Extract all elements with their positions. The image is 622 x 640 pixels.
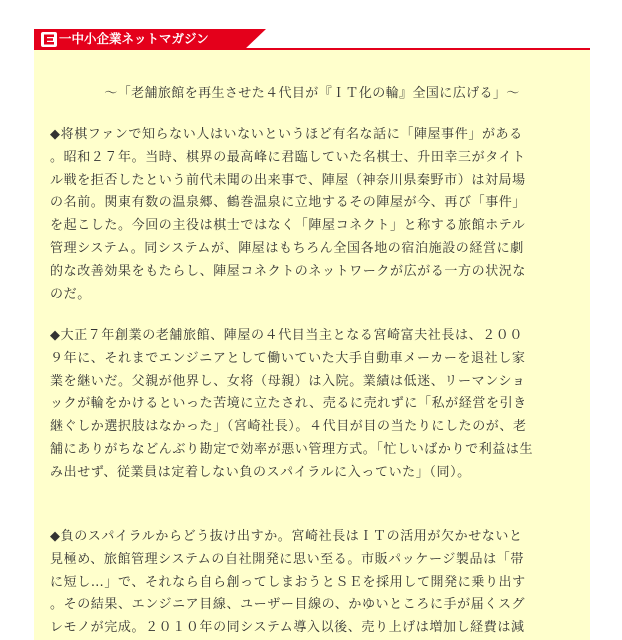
article-panel bbox=[34, 50, 590, 640]
header-tab-slant bbox=[244, 29, 266, 50]
article-subtitle: ～「老舗旅館を再生させた４代目が『ＩＴ化の輪』全国に広げる」～ bbox=[104, 86, 520, 101]
section-header bbox=[34, 29, 590, 50]
article-paragraph: ◆負のスパイラルからどう抜け出すか。宮崎社長はＩＴの活用が欠かせないと見極め、旅館管理システムの自社開発に思い至る。市販パッケージ製品は「帯に短し…」で、それなら自ら創ってしまおうとＳＥを採用して開発に乗り出す。その結果、エンジニア目線、ユーザー目線の、かゆいところに手が届くスグレモノが完成。２０１０年の同システム導入以後、売り上げは増加し経費は減 bbox=[50, 529, 526, 636]
article-paragraph: ◆将棋ファンで知らない人はいないというほど有名な話に「陣屋事件」がある。昭和２７年。当時、棋界の最高峰に君臨していた名棋士、升田幸三がタイトル戦を拒否したという前代未聞の出来事で、陣屋（神奈川県秦野市）は対局場の名前。関東有数の温泉郷、鶴巻温泉に立地するその陣屋が今、再び「事件」を起こした。今回の主役は棋士ではなく「陣屋コネクト」と称する旅館ホテル管理システム。同システムが、陣屋はもちろん全国各地の宿泊施設の経営に劇的な改善効果をもたらし、陣屋コネクトのネットワークが広がる一方の状況なのだ。 bbox=[50, 127, 527, 302]
article-paragraph: ◆大正７年創業の老舗旅館、陣屋の４代目当主となる宮崎富夫社長は、２００９年に、それまでエンジニアとして働いていた大手自動車メーカーを退社し家業を継いだ。父親が他界し、女将（母親）は入院。業績は低迷、リーマンショックが輪をかけるといった苦境に立たされ、売るに売れずに「私が経営を引き継ぐしか選択肢はなかった」（宮崎社長）。４代目が目の当たりにしたのが、老舗にありがちなどんぶり勘定で効率が悪い管理方式。「忙しいばかりで利益は生み出せず、従業員は定着しない負のスパイラルに入っていた」（同）。 bbox=[50, 328, 534, 480]
e-logo-icon bbox=[41, 32, 57, 47]
header-title: 一中小企業ネットマガジン bbox=[59, 31, 209, 46]
